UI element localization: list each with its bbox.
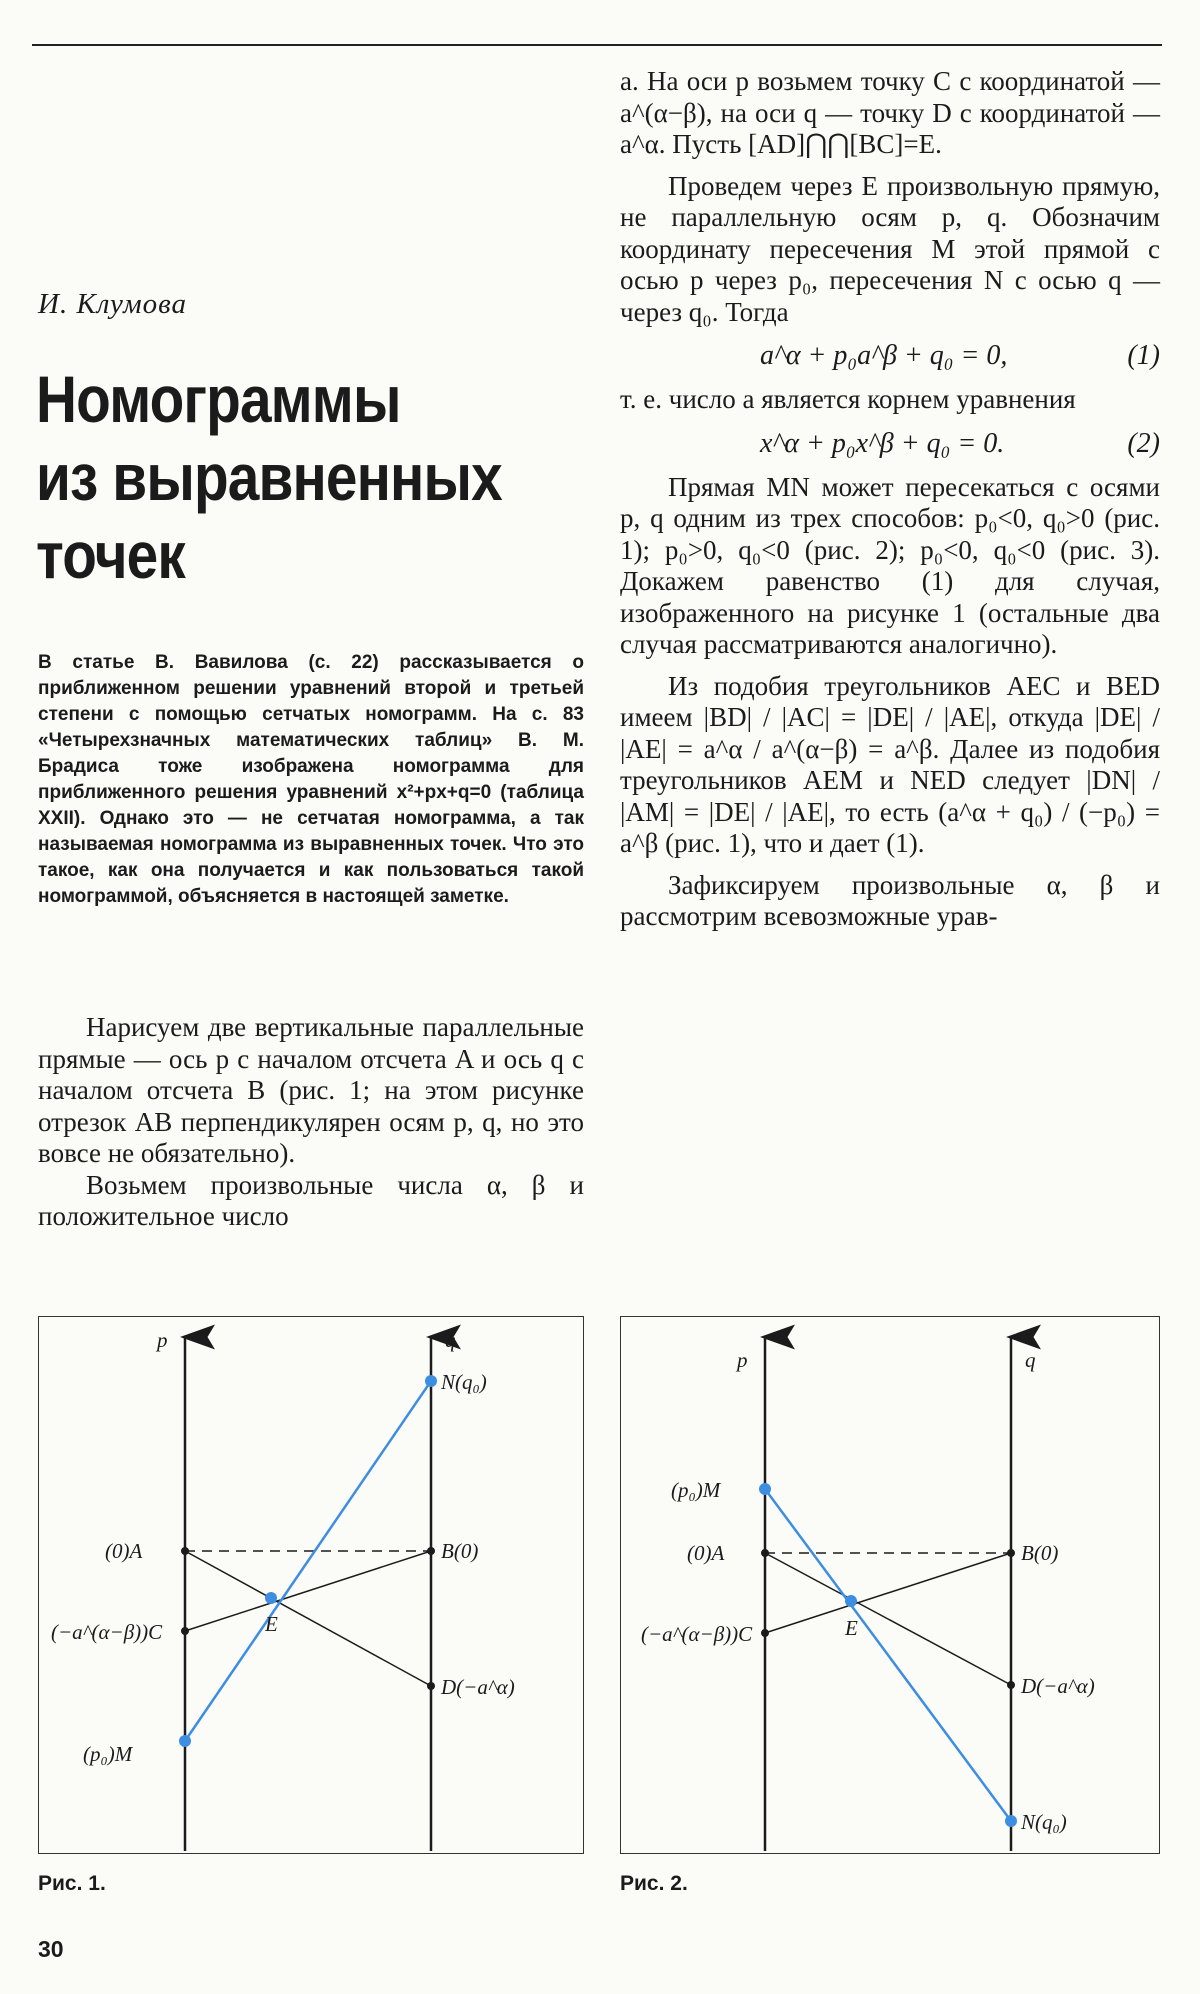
point-C — [181, 1627, 189, 1635]
formula-1 — [620, 328, 1160, 384]
figure-2-diagram — [621, 1317, 1159, 1853]
label-N: N(q₀) — [1021, 1810, 1067, 1834]
author: И. Клумова — [38, 288, 188, 320]
point-A — [181, 1547, 189, 1555]
abstract: В статье В. Вавилова (с. 22) рассказывается о приближенном решении уравнений второй и третьей степени с помощью сетчатых номограмм. На с. 83 «Четырехзначных математических таблиц» В. М. Брадиса тоже изображена номограмма для приближенного решения уравнений x²+px+q=0 (таблица XXII). Однако это — не сетчатая номограмма, а так называемая номограмма из выравненных точек. Что это такое, как она получается и как пользоваться такой номограммой, объясняется в настоящей заметке. — [38, 652, 584, 907]
line-MN — [765, 1489, 1011, 1821]
label-q: q — [445, 1328, 456, 1352]
label-p: p — [737, 1348, 748, 1372]
point-N — [1005, 1815, 1017, 1827]
title-line-3: точек — [36, 518, 185, 592]
point-M — [759, 1483, 771, 1495]
label-A: (0)A — [687, 1541, 725, 1565]
point-B — [427, 1547, 435, 1555]
figure-1 — [38, 1316, 584, 1854]
label-C: (−a^(α−β))C — [641, 1622, 753, 1646]
label-B: B(0) — [1021, 1541, 1059, 1565]
page-number: 30 — [38, 1936, 64, 1962]
figure-2-caption: Рис. 2. — [620, 1872, 688, 1895]
label-M: (p₀)M — [671, 1478, 721, 1502]
segment-CB — [765, 1553, 1011, 1633]
label-M: (p₀)M — [83, 1742, 133, 1766]
formula-1-number: (1) — [1127, 340, 1160, 372]
segment-AD — [765, 1553, 1011, 1685]
point-E — [845, 1595, 857, 1607]
label-p: p — [157, 1328, 168, 1352]
label-D: D(−a^α) — [1021, 1674, 1095, 1698]
label-C: (−a^(α−β))C — [51, 1620, 163, 1644]
point-C — [761, 1629, 769, 1637]
article-title — [36, 360, 518, 594]
right-column-text — [620, 66, 1160, 933]
title-line-2: из выравненных — [36, 440, 502, 514]
formula-1-expr: a^α + p₀a^β + q₀ = 0, — [760, 340, 1008, 372]
paragraph: Нарисуем две вертикальные параллельные прямые — ось p с началом отсчета A и ось q с началом отсчета B (рис. 1; на этом рисунке отрезок AB перпендикулярен осям p, q, но это вовсе не обязательно). — [38, 1012, 584, 1168]
label-A: (0)A — [105, 1539, 143, 1563]
point-D — [427, 1682, 435, 1690]
paragraph: Зафиксируем произвольные α, β и рассмотрим всевозможные урав- — [620, 869, 1160, 931]
paragraph: т. е. число a является корнем уравнения — [620, 384, 1076, 414]
label-N: N(q₀) — [441, 1370, 487, 1394]
point-A — [761, 1549, 769, 1557]
left-column-text — [38, 1012, 584, 1233]
point-B — [1007, 1549, 1015, 1557]
paragraph: Возьмем произвольные числа α, β и положительное число — [38, 1169, 584, 1231]
label-E: E — [265, 1612, 278, 1636]
formula-2 — [620, 416, 1160, 472]
point-N — [425, 1375, 437, 1387]
paragraph: Прямая MN может пересекаться с осями p, q одним из трех способов: p₀<0, q₀>0 (рис. 1); p₀>0, q₀<0 (рис. 2); p₀<0, q₀<0 (рис. 3). Докажем равенство (1) для случая, изображенного на рисунке 1 (остальные два случая рассматриваются аналогично). — [620, 471, 1160, 659]
point-M — [179, 1735, 191, 1747]
label-q: q — [1025, 1348, 1036, 1372]
label-B: B(0) — [441, 1539, 479, 1563]
figure-1-diagram — [39, 1317, 583, 1853]
figure-2 — [620, 1316, 1160, 1854]
paragraph: Проведем через E произвольную прямую, не параллельную осям p, q. Обозначим координату пересечения M этой прямой с осью p через p₀, пересечения N с осью q — через q₀. Тогда — [620, 170, 1160, 327]
formula-2-number: (2) — [1127, 427, 1160, 459]
label-E: E — [845, 1616, 858, 1640]
paragraph: Из подобия треугольников AEC и BED имеем |BD| / |AC| = |DE| / |AE|, откуда |DE| / |AE| = a^α / a^(α−β) = a^β. Далее из подобия треугольников AEM и NED следует |DN| / |AM| = |DE| / |AE|, то есть (a^α + q₀) / (−p₀) = a^β (рис. 1), что и дает (1). — [620, 670, 1160, 858]
formula-2-expr: x^α + p₀x^β + q₀ = 0. — [760, 427, 1005, 459]
label-D: D(−a^α) — [441, 1675, 515, 1699]
figure-1-caption: Рис. 1. — [38, 1872, 106, 1895]
title-line-1: Номограммы — [36, 362, 401, 436]
paragraph: a. На оси p возьмем точку C с координатой —a^(α−β), на оси q — точку D с координатой —a^α. Пусть [AD]⋂⋂[BC]=E. — [620, 66, 1160, 159]
point-E — [265, 1592, 277, 1604]
point-D — [1007, 1681, 1015, 1689]
line-MN — [185, 1381, 431, 1741]
top-rule — [32, 44, 1162, 46]
